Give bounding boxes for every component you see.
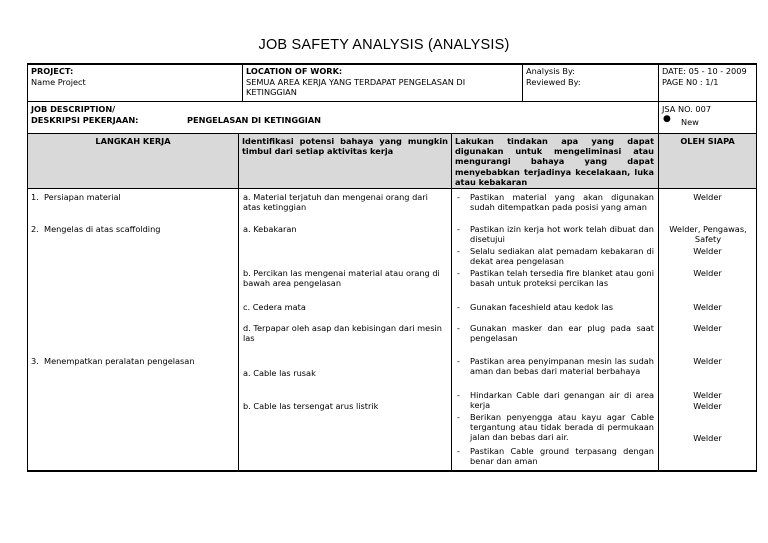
action-3: Selalu sediakan alat pemadam kebakaran di dekat area pengelasan [470, 246, 654, 267]
job-description-label: JOB DESCRIPTION/ [31, 104, 116, 114]
action-dash: - [457, 268, 460, 278]
action-9: Berikan penyengga atau kayu agar Cable tergantung atau tidak berada di permukaan jalan dan bebas dari air. [470, 412, 654, 443]
responsible-party: Welder [693, 356, 722, 366]
job-description-value: PENGELASAN DI KETINGGIAN [187, 115, 322, 125]
bullet-icon: ● [663, 114, 671, 124]
table-border [27, 133, 757, 134]
analysis-by: Analysis By: [526, 66, 575, 76]
table-border-right [756, 63, 757, 472]
step-1: 1. Persiapan material [31, 192, 121, 202]
column-divider [238, 133, 239, 472]
action-4: Pastikan telah tersedia fire blanket atau goni basah untuk proteksi percikan las [470, 268, 654, 289]
responsible-party: Welder [693, 268, 722, 278]
job-description-label-alt: DESKRIPSI PEKERJAAN: [31, 115, 139, 125]
column-header-actions: Lakukan tindakan apa yang dapat digunakan untuk mengeliminasi atau mengurangi bahaya yang dapat menyebabkan terjadinya kecelakaan, luka atau kebakaran [455, 136, 654, 187]
hazard-3b: b. Cable las tersengat arus listrik [243, 401, 379, 411]
action-7: Pastikan area penyimpanan mesin las sudah aman dan bebas dari material berbahaya [470, 356, 654, 377]
hazard-1a: a. Material terjatuh dan mengenai orang dari atas ketinggian [243, 192, 428, 213]
step-3: 3. Menempatkan peralatan pengelasan [31, 356, 195, 366]
action-6: Gunakan masker dan ear plug pada saat pengelasan [470, 323, 654, 344]
action-dash: - [457, 302, 460, 312]
table-border-left [27, 63, 28, 472]
column-header-who: OLEH SIAPA [680, 136, 735, 146]
hazard-2d: d. Terpapar oleh asap dan kebisingan dari mesin las [243, 323, 442, 344]
action-10: Pastikan Cable ground terpasang dengan benar dan aman [470, 446, 654, 467]
action-dash: - [457, 323, 460, 333]
action-dash: - [457, 412, 460, 422]
location-value: SEMUA AREA KERJA YANG TERDAPAT PENGELASAN DI KETINGGIAN [246, 77, 466, 98]
table-border [27, 188, 757, 189]
table-border [27, 101, 757, 102]
action-dash: - [457, 224, 460, 234]
responsible-party: Welder [693, 246, 722, 256]
column-header-hazards: Identifikasi potensi bahaya yang mungkin timbul dari setiap aktivitas kerja [242, 136, 448, 157]
table-border-top [27, 63, 757, 65]
hazard-2a: a. Kebakaran [243, 224, 297, 234]
responsible-party: Welder [693, 323, 722, 333]
column-header-steps: LANGKAH KERJA [95, 136, 171, 146]
project-value: Name Project [31, 77, 86, 87]
column-divider [451, 133, 452, 472]
action-dash: - [457, 390, 460, 400]
responsible-party: Welder [693, 390, 722, 400]
action-8: Hindarkan Cable dari genangan air di area kerja [470, 390, 654, 411]
responsible-party: Welder [693, 433, 722, 443]
action-dash: - [457, 446, 460, 456]
reviewed-by: Reviewed By: [526, 77, 581, 87]
responsible-party: Welder [693, 401, 722, 411]
column-divider [522, 63, 523, 102]
step-2: 2. Mengelas di atas scaffolding [31, 224, 161, 234]
date: DATE: 05 - 10 - 2009 [662, 66, 747, 76]
page-number: PAGE N0 : 1/1 [662, 77, 719, 87]
hazard-2b: b. Percikan las mengenai material atau orang di bawah area pengelasan [243, 268, 440, 289]
action-dash: - [457, 246, 460, 256]
location-label: LOCATION OF WORK: [246, 66, 343, 76]
action-dash: - [457, 356, 460, 366]
table-border-bottom [27, 470, 757, 472]
project-label: PROJECT: [31, 66, 74, 76]
responsible-party: Welder [693, 192, 722, 202]
responsible-party: Welder [693, 302, 722, 312]
action-1: Pastikan material yang akan digunakan sudah ditempatkan pada posisi yang aman [470, 192, 654, 213]
action-5: Gunakan faceshield atau kedok las [470, 302, 614, 312]
action-2: Pastikan izin kerja hot work telah dibuat dan disetujui [470, 224, 654, 245]
column-divider [242, 63, 243, 102]
hazard-2c: c. Cedera mata [243, 302, 306, 312]
hazard-3a: a. Cable las rusak [243, 368, 316, 378]
responsible-party: Welder, Pengawas, Safety [669, 224, 747, 245]
action-dash: - [457, 192, 460, 202]
jsa-number: JSA NO. 007 [662, 104, 712, 114]
document-title: JOB SAFETY ANALYSIS (ANALYSIS) [258, 37, 510, 53]
status: New [681, 117, 699, 127]
